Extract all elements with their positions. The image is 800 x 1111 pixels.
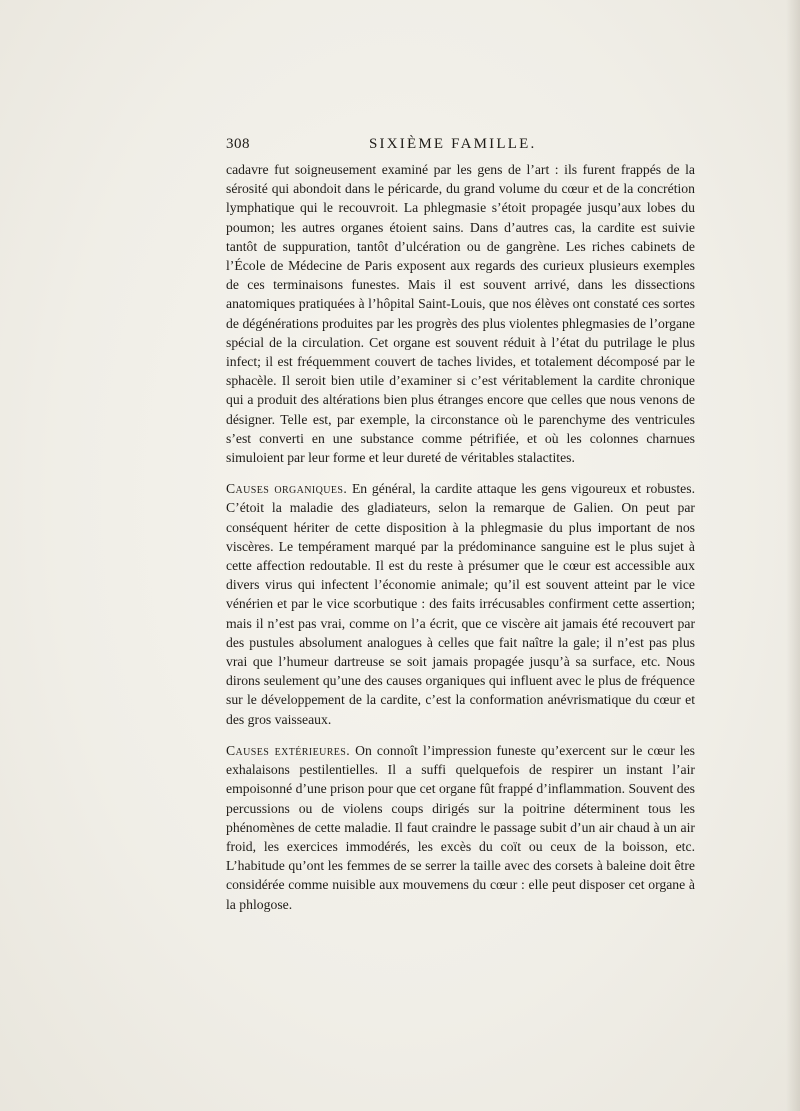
- paragraph-causes-organiques: [226, 479, 695, 729]
- page-edge-shadow: [786, 0, 800, 1111]
- paragraph-causes-exterieures: [226, 741, 695, 914]
- running-title: SIXIÈME FAMILLE.: [369, 136, 537, 152]
- paragraph-text: On connoît l’impression funeste qu’exercent sur le cœur les exhalaisons pestilentielles. Il a suffi quelquefois de respirer un instant l’air empoisonné d’une prison pour que cet organe fût frappé d’inflammation. Souvent des percussions ou de violens coups dirigés sur la poitrine déterminent tous les phénomènes de cette maladie. Il faut craindre le passage subit d’un air chaud à un air froid, les exercices immodérés, les excès du coït ou ceux de la boisson, etc. L’habitude qu’ont les femmes de se serrer la taille avec des corsets à baleine doit être considérée comme nuisible aux mouvemens du cœur : elle peut disposer cet organe à la phlogose.: [226, 742, 695, 912]
- paragraph-continuation: [226, 160, 695, 467]
- section-lead-causes-organiques: Causes organiques.: [226, 481, 348, 497]
- section-lead-causes-exterieures: Causes extérieures.: [226, 742, 351, 758]
- page-header: [226, 136, 798, 158]
- paragraph-text: cadavre fut soigneusement examiné par les gens de l’art : ils furent frappés de la sérosité qui abondoit dans le péricarde, du grand volume du cœur et de la concrétion lymphatique qui le recouvroit. La phlegmasie s’étoit propagée jusqu’aux lobes du poumon; les autres organes étoient sains. Dans d’autres cas, la cardite est suivie tantôt de suppuration, tantôt d’ulcération ou de gangrène. Les riches cabinets de l’École de Médecine de Paris exposent aux regards des curieux plusieurs exemples de ces terminaisons funestes. Mais il est souvent arrivé, dans les dissections anatomiques pratiquées à l’hôpital Saint-Louis, que nos élèves ont constaté ces sortes de dégénérations produites par les progrès des plus violentes phlegmasies de l’organe spécial de la circulation. Cet organe est souvent réduit à l’état du putrilage le plus infect; il est fréquemment couvert de taches livides, et totalement décomposé par le sphacèle. Il seroit bien utile d’examiner si c’est véritablement la cardite chronique qui a produit des altérations bien plus étranges encore que celles que nous venons de désigner. Telle est, par exemple, la circonstance où le parenchyme des ventricules s’est converti en une substance comme pétrifiée, et où les colonnes charnues simuloient par leur forme et leur dureté de véritables stalactites.: [226, 162, 695, 466]
- page-number: 308: [226, 136, 250, 152]
- paragraph-text: En général, la cardite attaque les gens vigoureux et robustes. C’étoit la maladie des gladiateurs, selon la remarque de Galien. On peut par conséquent hériter de cette disposition à la phlegmasie du plus important de nos viscères. Le tempérament marqué par la prédominance sanguine est le plus sujet à cette affection redoutable. Il est du reste à présumer que le cœur est accessible aux divers virus qui infectent l’économie animale; qu’il est souvent atteint par le vice vénérien et par le vice scorbutique : des faits irrécusables confirment cette assertion; mais il n’est pas vrai, comme on l’a écrit, que ce viscère ait jamais été recouvert par des pustules absolument analogues à celles que fait naître la gale; il n’est pas plus vrai que l’humeur dartreuse se soit jamais propagée jusqu’à sa surface, etc. Nous dirons seulement qu’une des causes organiques qui influent avec le plus de fréquence sur le développement de la cardite, c’est la conformation anévrismatique du cœur et des gros vaisseaux.: [226, 481, 695, 727]
- body-text: [226, 160, 695, 914]
